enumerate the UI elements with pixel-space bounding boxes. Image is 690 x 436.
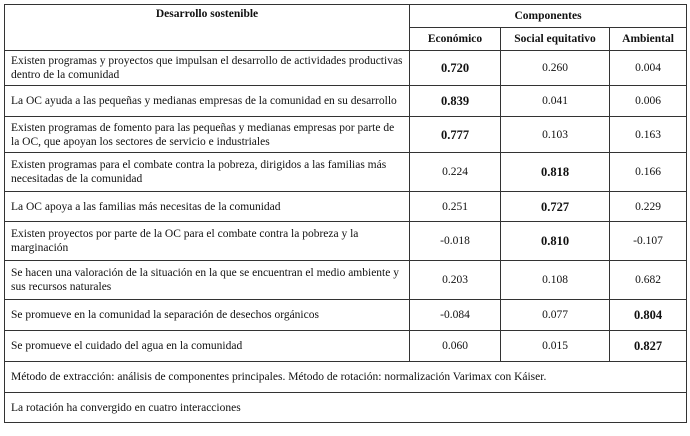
header-components: Componentes [410, 5, 687, 28]
value-social: 0.260 [501, 51, 610, 86]
footnote-rotation: La rotación ha convergido en cuatro interacciones [5, 393, 687, 423]
value-economico: 0.839 [410, 86, 501, 117]
table-footnote [5, 393, 687, 423]
row-label: Existen proyectos por parte de la OC para el combate contra la pobreza y la marginación [5, 222, 410, 261]
table-row [5, 261, 687, 300]
header-economico: Económico [410, 28, 501, 51]
table-row [5, 192, 687, 222]
value-ambiental: 0.827 [610, 331, 687, 362]
table-body [5, 51, 687, 362]
value-economico: 0.224 [410, 153, 501, 192]
value-economico: 0.251 [410, 192, 501, 222]
table-row [5, 300, 687, 331]
factor-loadings-table [4, 4, 687, 423]
value-ambiental: 0.166 [610, 153, 687, 192]
table-row [5, 51, 687, 86]
value-social: 0.103 [501, 117, 610, 153]
value-ambiental: 0.229 [610, 192, 687, 222]
value-ambiental: 0.804 [610, 300, 687, 331]
value-economico: 0.777 [410, 117, 501, 153]
value-social: 0.108 [501, 261, 610, 300]
value-social: 0.077 [501, 300, 610, 331]
value-ambiental: 0.004 [610, 51, 687, 86]
table-row [5, 153, 687, 192]
value-economico: 0.720 [410, 51, 501, 86]
value-social: 0.041 [501, 86, 610, 117]
header-social-equitativo: Social equitativo [501, 28, 610, 51]
row-label: La OC apoya a las familias más necesitas de la comunidad [5, 192, 410, 222]
row-label: Existen programas de fomento para las pequeñas y medianas empresas por parte de la OC, que apoyan los sectores de servicio e industriales [5, 117, 410, 153]
value-ambiental: 0.682 [610, 261, 687, 300]
header-description: Desarrollo sostenible [5, 5, 410, 51]
row-label: Se promueve el cuidado del agua en la comunidad [5, 331, 410, 362]
value-ambiental: 0.006 [610, 86, 687, 117]
row-label: Se hacen una valoración de la situación en la que se encuentran el medio ambiente y sus recursos naturales [5, 261, 410, 300]
table-row [5, 222, 687, 261]
table-row [5, 117, 687, 153]
value-ambiental: 0.163 [610, 117, 687, 153]
value-economico: 0.060 [410, 331, 501, 362]
value-social: 0.810 [501, 222, 610, 261]
table-footnote [5, 362, 687, 393]
row-label: Se promueve en la comunidad la separación de desechos orgánicos [5, 300, 410, 331]
footnote-method: Método de extracción: análisis de componentes principales. Método de rotación: normalización Varimax con Káiser. [5, 362, 687, 393]
value-ambiental: -0.107 [610, 222, 687, 261]
table-row [5, 86, 687, 117]
row-label: Existen programas y proyectos que impulsan el desarrollo de actividades productivas dentro de la comunidad [5, 51, 410, 86]
table-row [5, 331, 687, 362]
value-economico: -0.018 [410, 222, 501, 261]
value-social: 0.015 [501, 331, 610, 362]
header-ambiental: Ambiental [610, 28, 687, 51]
value-economico: -0.084 [410, 300, 501, 331]
value-social: 0.727 [501, 192, 610, 222]
value-economico: 0.203 [410, 261, 501, 300]
value-social: 0.818 [501, 153, 610, 192]
row-label: La OC ayuda a las pequeñas y medianas empresas de la comunidad en su desarrollo [5, 86, 410, 117]
row-label: Existen programas para el combate contra la pobreza, dirigidos a las familias más necesitadas de la comunidad [5, 153, 410, 192]
